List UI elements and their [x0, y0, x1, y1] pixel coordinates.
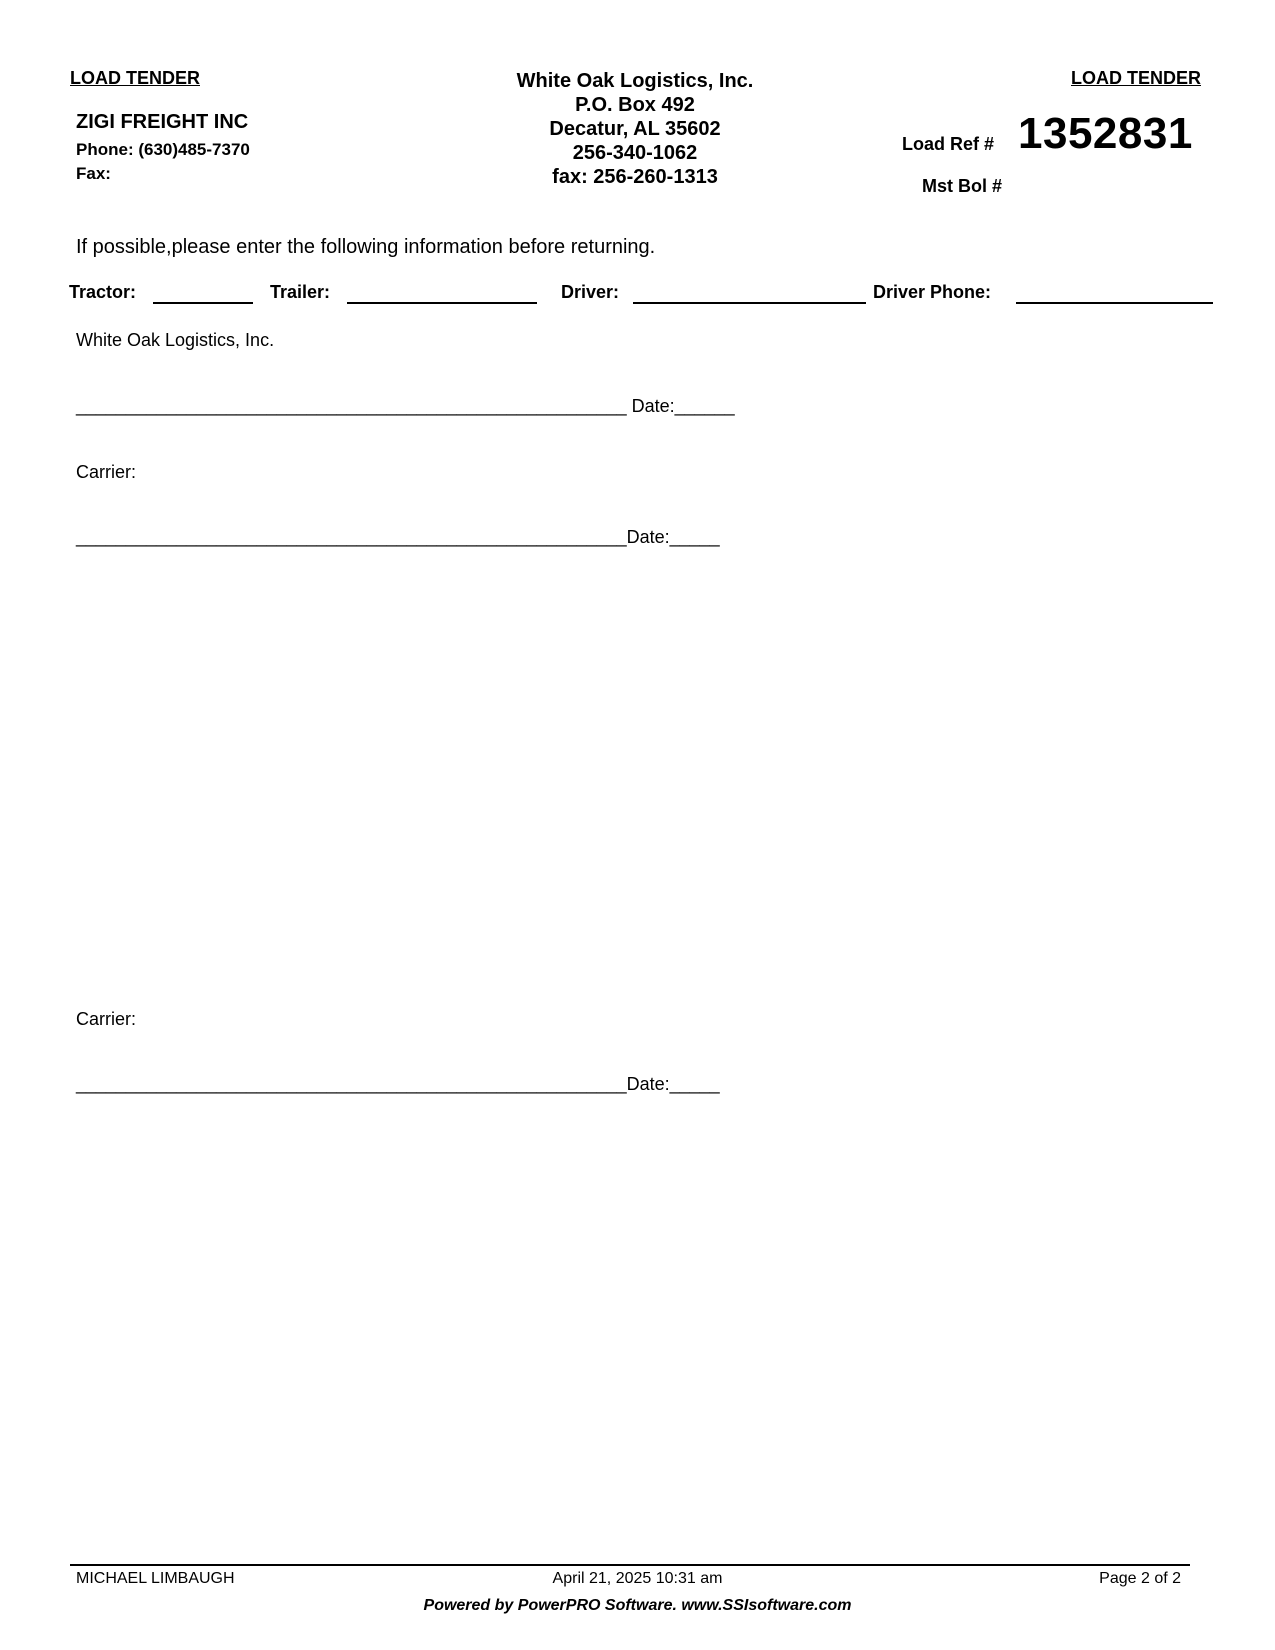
carrier-name: ZIGI FREIGHT INC: [76, 111, 249, 133]
footer-timestamp: April 21, 2025 10:31 am: [552, 1570, 723, 1587]
footer-user: MICHAEL LIMBAUGH: [76, 1570, 235, 1587]
load-ref-label: Load Ref #: [902, 134, 995, 154]
carrier-signature-line-2[interactable]: _______________________________________________________Date:_____: [76, 1074, 720, 1094]
shipper-signature-label: White Oak Logistics, Inc.: [76, 330, 275, 350]
load-ref-number: 1352831: [1018, 109, 1193, 158]
company-phone: 256-340-1062: [572, 142, 698, 164]
carrier-signature-label-1: Carrier:: [76, 462, 137, 482]
carrier-fax: Fax:: [76, 164, 111, 183]
driver-phone-label: Driver Phone:: [873, 282, 992, 302]
instructions-text: If possible,please enter the following information before returning.: [76, 236, 656, 258]
trailer-field[interactable]: [347, 302, 537, 304]
driver-field[interactable]: [633, 302, 866, 304]
carrier-signature-line-1[interactable]: _______________________________________________________Date:_____: [76, 527, 720, 547]
company-address-line2: Decatur, AL 35602: [549, 118, 721, 140]
trailer-label: Trailer:: [270, 282, 331, 302]
carrier-phone: Phone: (630)485-7370: [76, 140, 250, 159]
driver-phone-field[interactable]: [1016, 302, 1213, 304]
load-tender-title-right: LOAD TENDER: [1071, 68, 1201, 88]
carrier-signature-label-2: Carrier:: [76, 1009, 137, 1029]
tractor-field[interactable]: [153, 302, 253, 304]
company-address-block: [480, 69, 790, 189]
footer-page-number: Page 2 of 2: [1099, 1570, 1181, 1587]
shipper-signature-line[interactable]: _______________________________________________________ Date:______: [76, 396, 735, 416]
driver-label: Driver:: [561, 282, 620, 302]
company-fax: fax: 256-260-1313: [552, 166, 718, 188]
mst-bol-label: Mst Bol #: [922, 176, 1003, 196]
company-name: White Oak Logistics, Inc.: [516, 70, 754, 92]
footer-divider: [70, 1564, 1190, 1566]
company-address-line1: P.O. Box 492: [575, 94, 695, 116]
tractor-label: Tractor:: [69, 282, 137, 302]
load-tender-title-left: LOAD TENDER: [70, 68, 200, 88]
powered-by-text: Powered by PowerPRO Software. www.SSIsoftware.com: [423, 1597, 852, 1614]
